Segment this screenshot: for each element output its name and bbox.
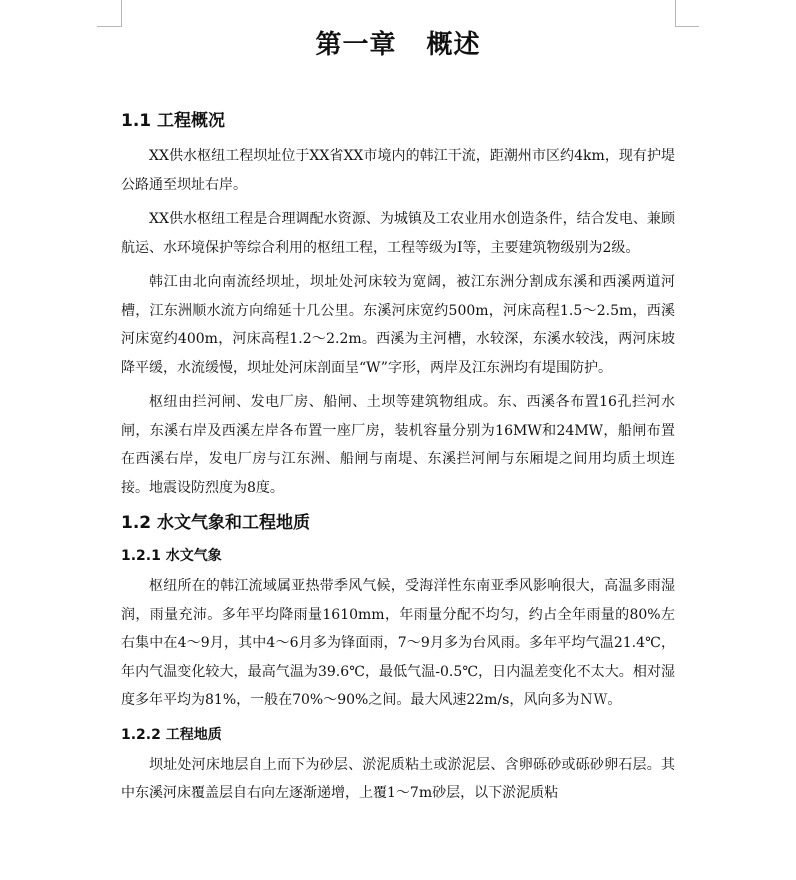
- paragraph: 枢纽所在的韩江流域属亚热带季风气候，受海洋性东南亚季风影响很大，高温多雨湿润，雨量充沛。多年平均降雨量1610mm，年雨量分配不均匀，约占全年雨量的80%左右集中在4～9月，其中4～6月多为锋面雨，7～9月多为台风雨。多年平均气温21.4℃，年内气温变化较大，最高气温为39.6℃，最低气温-0.5℃，日内温差变化不太大。相对湿度多年平均为81%，一般在70%～90%之间。最大风速22m/s，风向多为ＮＷ。: [121, 578, 675, 708]
- chapter-title: [121, 22, 675, 68]
- paragraph: 枢纽由拦河闸、发电厂房、船闸、土坝等建筑物组成。东、西溪各布置16孔拦河水闸，东溪右岸及西溪左岸各布置一座厂房，装机容量分别为16MW和24MW，船闸布置在西溪右岸，发电厂房与江东洲、船闸与南堤、东溪拦河闸与东厢堤之间用均质土坝连接。地震设防烈度为8度。: [121, 394, 675, 496]
- margin-mark-left: [97, 26, 121, 27]
- paragraph: 坝址处河床地层自上而下为砂层、淤泥质粘土或淤泥层、含卵砾砂或砾砂卵石层。其中东溪河床覆盖层自右向左逐渐递增，上覆1～7m砂层，以下淤泥质粘: [121, 756, 675, 801]
- chapter-number: 第一章: [315, 30, 397, 60]
- subsection-heading-1-2-1: 1.2.1 水文气象: [121, 548, 222, 564]
- paragraph: XX供水枢纽工程是合理调配水资源、为城镇及工农业用水创造条件，结合发电、兼顾航运、水环境保护等综合利用的枢纽工程，工程等级为Ⅰ等，主要建筑物级别为2级。: [121, 211, 675, 256]
- subsection-heading-1-2-2: 1.2.2 工程地质: [121, 726, 222, 743]
- section-heading-1-1: 1.1 工程概况: [121, 111, 226, 131]
- paragraph: 韩江由北向南流经坝址，坝址处河床较为宽阔，被江东洲分割成东溪和西溪两道河槽，江东洲顺水流方向绵延十几公里。东溪河床宽约500m，河床高程1.5～2.5m，西溪河床宽约400m，河床高程1.2～2.2m。西溪为主河槽，水较深，东溪水较浅，两河床坡降平缓，水流缓慢，坝址处河床剖面呈“W”字形，两岸及江东洲均有堤围防护。: [121, 274, 675, 376]
- margin-mark-right: [675, 26, 699, 27]
- margin-mark-right-vertical: [675, 0, 676, 27]
- section-heading-1-2: 1.2 水文气象和工程地质: [121, 513, 311, 533]
- paragraph: XX供水枢纽工程坝址位于XX省XX市境内的韩江干流，距潮州市区约4km，现有护堤公路通至坝址右岸。: [121, 148, 675, 193]
- document-body: [121, 22, 675, 814]
- chapter-name: 概述: [426, 30, 481, 60]
